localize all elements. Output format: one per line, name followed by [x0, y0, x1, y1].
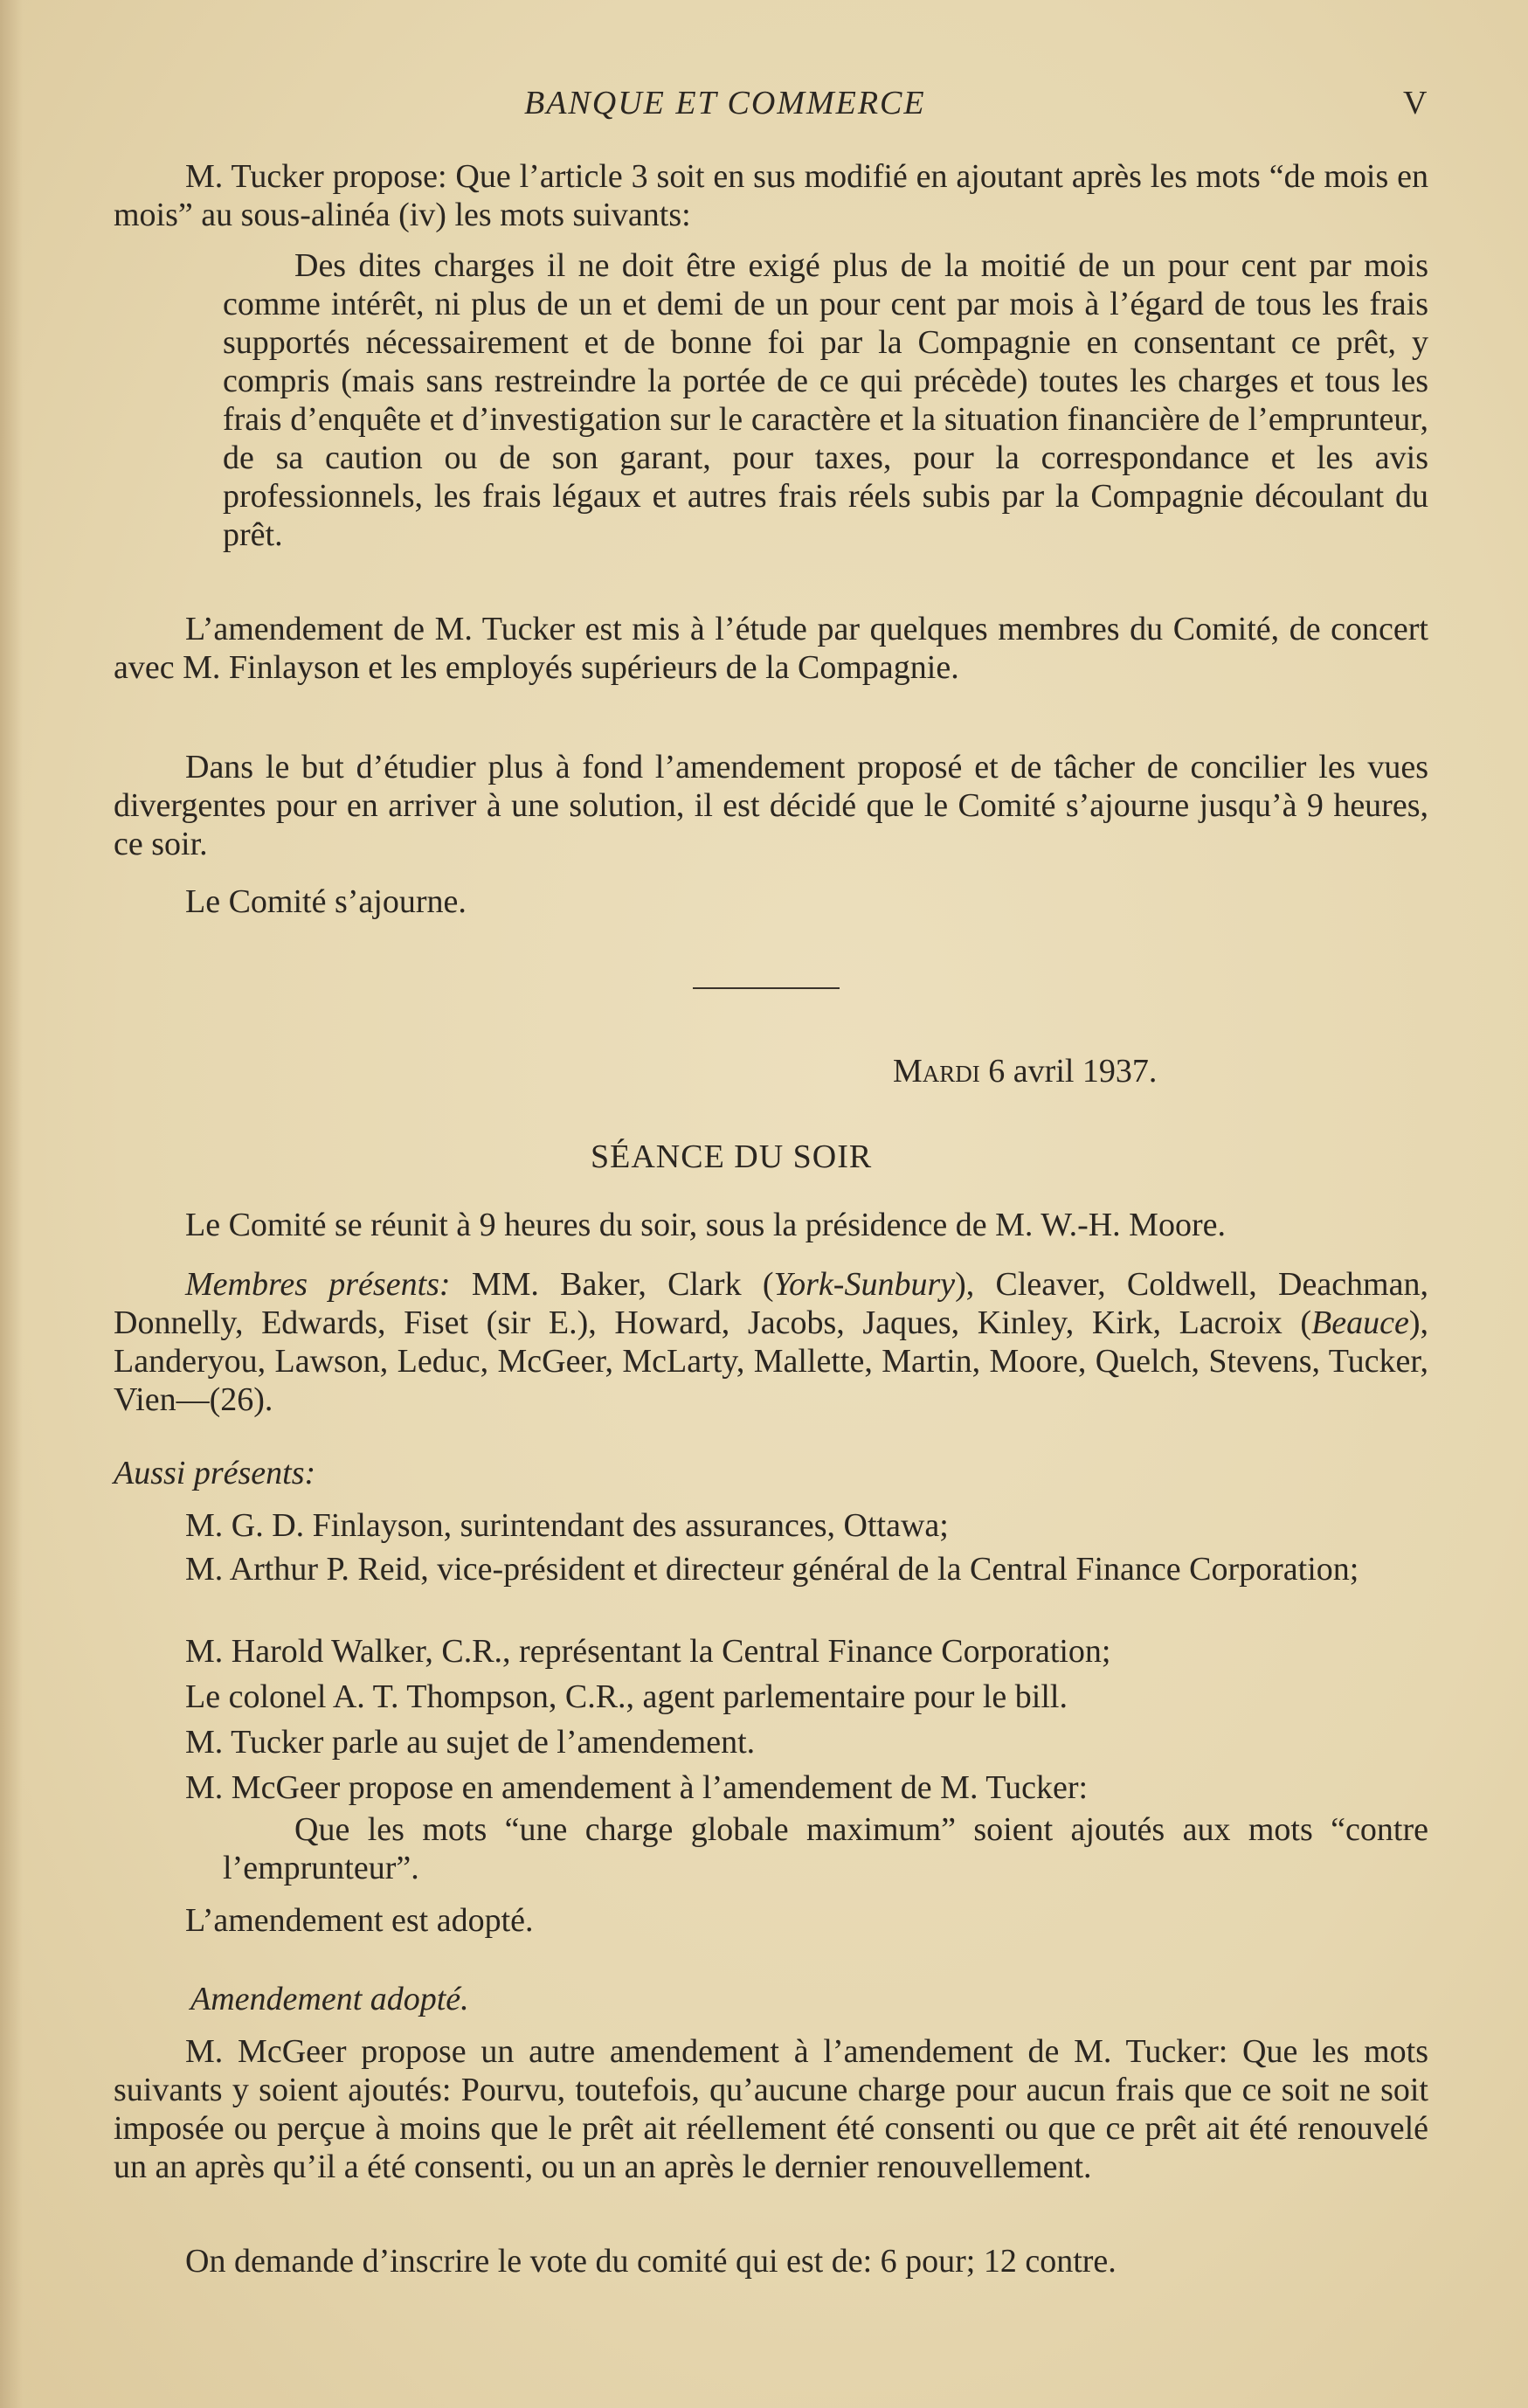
italic-amendment-adopted: Amendement adopté.: [190, 1981, 469, 2017]
members-present-label: Membres présents:: [185, 1266, 451, 1303]
paragraph-mcgeer-second-amendment: M. McGeer propose un autre amendement à l’amendement de M. Tucker: Que les mots suivants y soient ajoutés: Pourvu, toutefois, qu’aucune charge pour aucun frais que ce soit ne soit imposée ou perçue à moins que le prêt ait réellement été consenti ou que ce prêt ait été renouvelé un an après qu’il a été consenti, ou un an après le dernier renouvellement.: [114, 2033, 1428, 2185]
paragraph-members-present: Membres présents: MM. Baker, Clark (York-Sunbury), Cleaver, Coldwell, Deachman, Donnelly, Edwards, Fiset (sir E.), Howard, Jacobs, Jaques, Kinley, Kirk, Lacroix (Beauce), Landeryou, Lawson, Leduc, McGeer, McLarty, Mallette, Martin, Moore, Quelch, Stevens, Tucker, Vien—(26).: [114, 1266, 1428, 1418]
attendee-walker: M. Harold Walker, C.R., représentant la Central Finance Corporation;: [185, 1633, 1111, 1670]
attendee-finlayson: M. G. D. Finlayson, surintendant des assurances, Ottawa;: [185, 1507, 949, 1544]
session-weekday: Mardi: [893, 1053, 980, 1090]
quoted-amendment-text: Des dites charges il ne doit être exigé plus de la moitié de un pour cent par mois comme intérêt, ni plus de un et demi de un pour cent par mois à l’égard de tous les frais supportés nécessairement et de bonne foi par la Compagnie en consentant ce prêt, y compris (mais sans restreindre la portée de ce qui précède) toutes les charges et tous les frais d’enquête et d’investigation sur le caractère et la situation financière de l’emprunteur, de sa caution ou de son garant, pour taxes, pour la correspondance et les avis professionnels, les frais légaux et autres frais réels subis par la Compagnie découlant du prêt.: [223, 247, 1428, 553]
paragraph-amendment-adopted: L’amendement est adopté.: [185, 1902, 534, 1939]
quoted-subamendment-text: Que les mots “une charge globale maximum” soient ajoutés aux mots “contre l’emprunteur”.: [223, 1811, 1428, 1886]
page-edge-shadow: [0, 0, 23, 2408]
running-header-title: BANQUE ET COMMERCE: [524, 85, 926, 121]
paragraph-tucker-speaks: M. Tucker parle au sujet de l’amendement.: [185, 1724, 756, 1761]
section-divider: [693, 987, 840, 989]
paragraph-vote: On demande d’inscrire le vote du comité qui est de: 6 pour; 12 contre.: [185, 2243, 1117, 2280]
attendee-reid: M. Arthur P. Reid, vice-président et directeur général de la Central Finance Corporation;: [185, 1551, 1359, 1588]
attendee-thompson: Le colonel A. T. Thompson, C.R., agent parlementaire pour le bill.: [185, 1678, 1068, 1715]
paragraph-amendment-study: L’amendement de M. Tucker est mis à l’étude par quelques membres du Comité, de concert avec M. Finlayson et les employés supérieurs de la Compagnie.: [114, 611, 1428, 686]
also-present-label: Aussi présents:: [114, 1455, 316, 1491]
page-number: V: [1403, 85, 1428, 121]
session-date-text: 6 avril 1937.: [988, 1053, 1158, 1090]
paragraph-committee-adjourns: Le Comité s’ajourne.: [185, 883, 467, 920]
paragraph-mcgeer-amendment: M. McGeer propose en amendement à l’amendement de M. Tucker:: [185, 1769, 1089, 1806]
section-heading: SÉANCE DU SOIR: [591, 1138, 873, 1175]
paragraph-adjournment-reason: Dans le but d’étudier plus à fond l’amendement proposé et de tâcher de concilier les vues divergentes pour en arriver à une solution, il est décidé que le Comité s’ajourne jusqu’à 9 heures, ce soir.: [114, 749, 1428, 862]
paragraph-tucker-proposal: M. Tucker propose: Que l’article 3 soit en sus modifié en ajoutant après les mots “de mois en mois” au sous-alinéa (iv) les mots suivants:: [114, 158, 1428, 233]
session-date: [893, 1052, 1157, 1090]
paragraph-committee-meets: Le Comité se réunit à 9 heures du soir, sous la présidence de M. W.-H. Moore.: [185, 1207, 1226, 1243]
